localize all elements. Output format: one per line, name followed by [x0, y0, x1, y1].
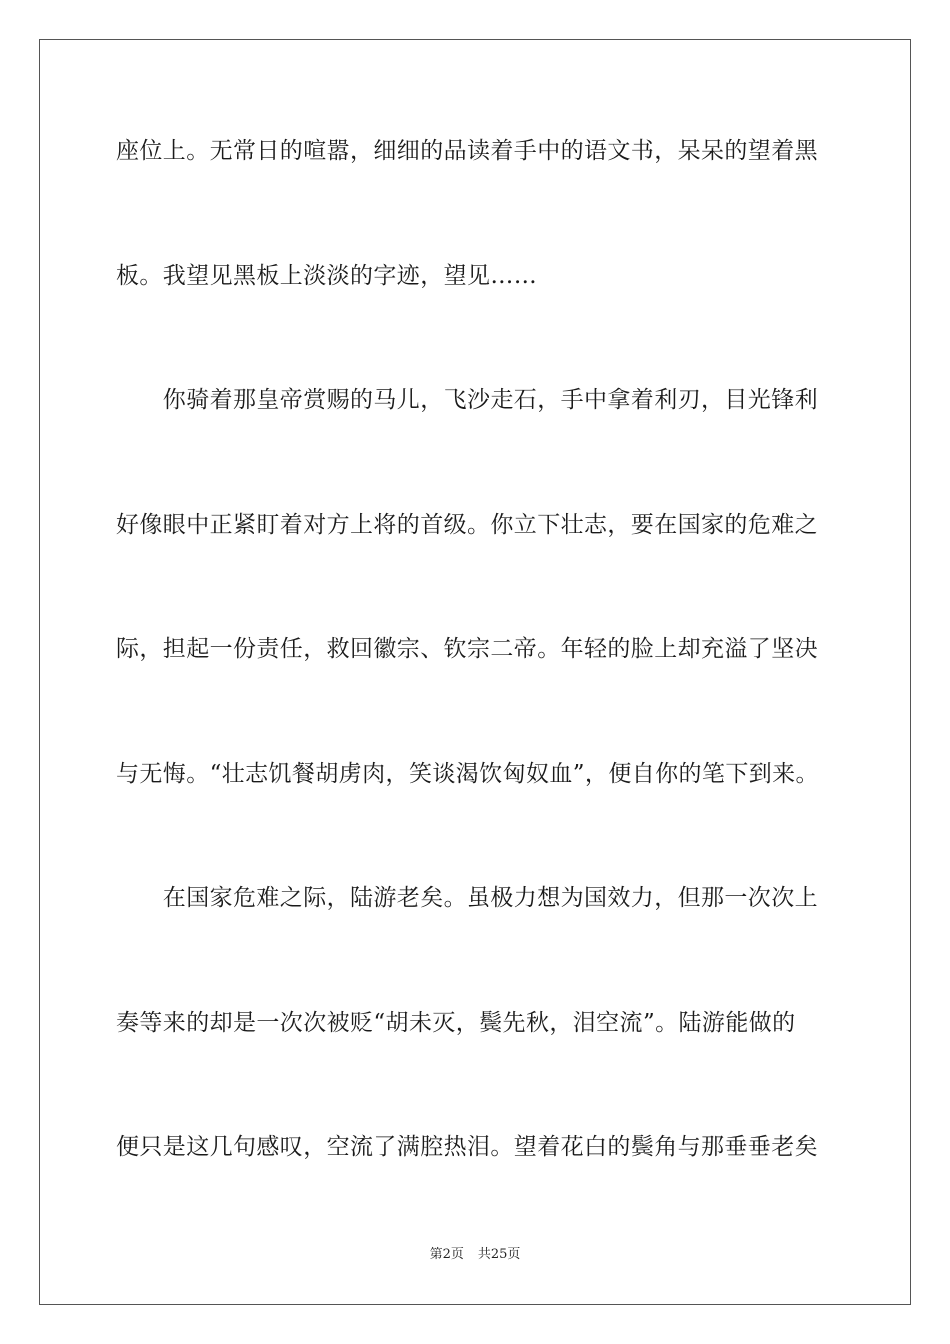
total-pages: 共25页 [477, 1247, 521, 1262]
text-line: 与无悔。“壮志饥餐胡虏肉，笑谈渴饮匈奴血”，便自你的笔下到来。 [116, 761, 819, 787]
page-footer [0, 1246, 950, 1264]
text-line: 你骑着那皇帝赏赐的马儿，飞沙走石，手中拿着利刃，目光锋利 [116, 387, 818, 413]
text-line: 板。我望见黑板上淡淡的字迹，望见…… [116, 263, 538, 289]
page-number: 第2页 [429, 1247, 464, 1262]
text-line: 座位上。无常日的喧嚣，细细的品读着手中的语文书，呆呆的望着黑 [116, 138, 818, 164]
text-line: 好像眼中正紧盯着对方上将的首级。你立下壮志，要在国家的危难之 [116, 512, 818, 538]
text-line: 在国家危难之际，陆游老矣。虽极力想为国效力，但那一次次上 [116, 885, 818, 911]
text-line: 际，担起一份责任，救回徽宗、钦宗二帝。年轻的脸上却充溢了坚决 [116, 636, 818, 662]
text-line: 奏等来的却是一次次被贬“胡未灭，鬓先秋，泪空流”。陆游能做的 [116, 1010, 796, 1036]
page-border [39, 39, 911, 1305]
text-line: 便只是这几句感叹，空流了满腔热泪。望着花白的鬓角与那垂垂老矣 [116, 1134, 818, 1160]
